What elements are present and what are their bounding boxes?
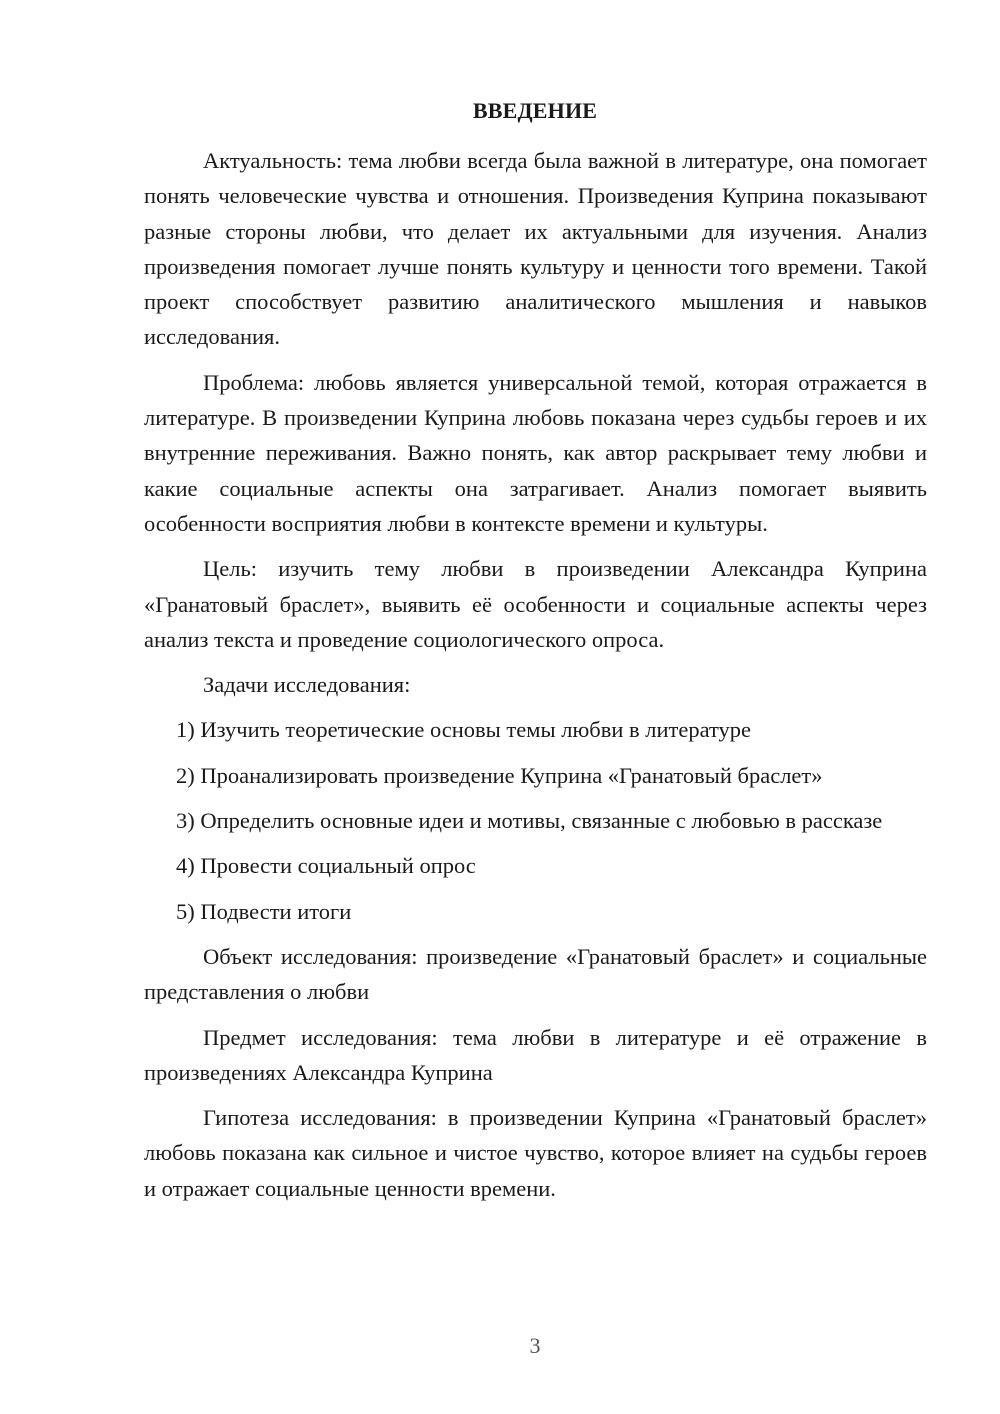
- page-title: ВВЕДЕНИЕ: [472, 98, 598, 123]
- paragraph-tasks-heading: Задачи исследования:: [203, 672, 411, 698]
- list-item: 3) Определить основные идеи и мотивы, связанные с любовью в рассказе: [176, 808, 883, 834]
- paragraph-subject: Предмет исследования: тема любви в литературе и её отражение в произведениях Александра Куприна: [144, 1024, 927, 1085]
- paragraph-hypothesis: Гипотеза исследования: в произведении Куприна «Гранатовый браслет» любовь показана как сильное и чистое чувство, которое влияет на судьбы героев и отражает социальные ценности времени.: [144, 1105, 927, 1201]
- paragraph-problem: Проблема: любовь является универсальной темой, которая отражается в литературе. В произведении Куприна любовь показана через судьбы героев и их внутренние переживания. Важно понять, как автор раскрывает тему любви и какие социальные аспекты она затрагивает. Анализ помогает выявить особенности восприятия любви в контексте времени и культуры.: [144, 369, 927, 536]
- paragraph-relevance: Актуальность: тема любви всегда была важной в литературе, она помогает понять человеческие чувства и отношения. Произведения Куприна показывают разные стороны любви, что делает их актуальными для изучения. Анализ произведения помогает лучше понять культуру и ценности того времени. Такой проект способствует развитию аналитического мышления и навыков исследования.: [144, 148, 927, 350]
- list-item: 5) Подвести итоги: [176, 898, 352, 924]
- paragraph-object: Объект исследования: произведение «Гранатовый браслет» и социальные представления о любви: [144, 943, 927, 1005]
- body-text: [144, 143, 927, 1216]
- list-item: 2) Проанализировать произведение Куприна «Гранатовый браслет»: [176, 762, 823, 788]
- paragraph-goal: Цель: изучить тему любви в произведении Александра Куприна «Гранатовый браслет», выявить её особенности и социальные аспекты через анализ текста и проведение социологического опроса.: [144, 556, 927, 652]
- page-number: 3: [529, 1333, 541, 1358]
- list-item: 4) Провести социальный опрос: [176, 853, 476, 879]
- list-item: 1) Изучить теоретические основы темы любви в литературе: [176, 717, 752, 743]
